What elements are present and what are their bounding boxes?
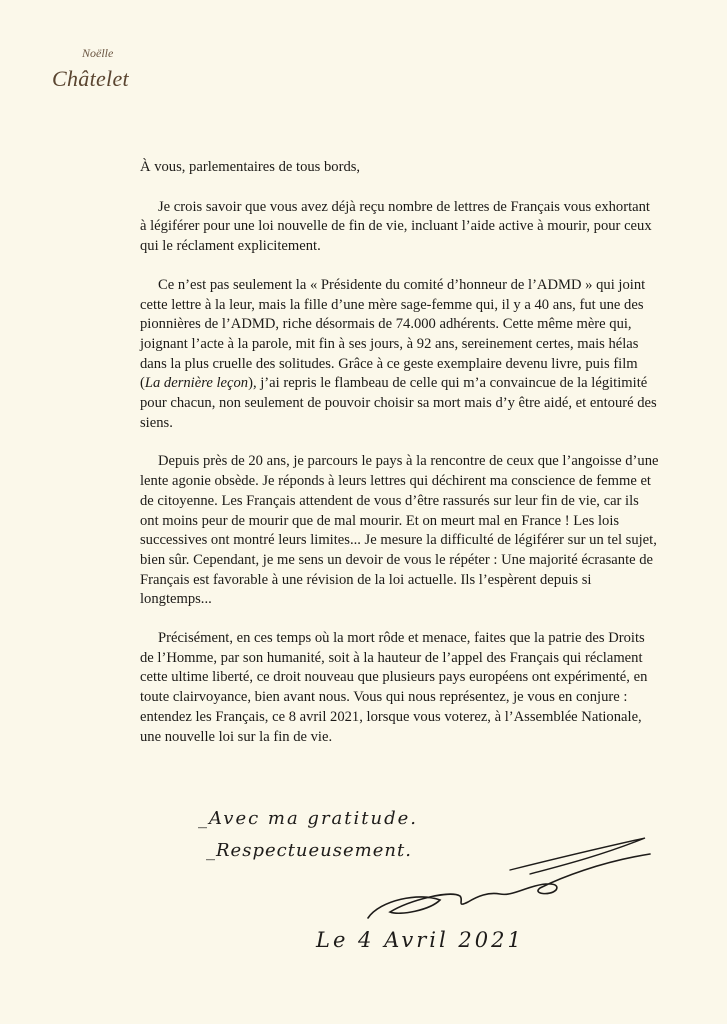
closing-gratitude: _Avec ma gratitude. (198, 808, 418, 829)
paragraph-1-text: Je crois savoir que vous avez déjà reçu nombre de lettres de Français vous exhortant à légiférer pour une loi nouvelle de fin de vie, incluant l’aide active à mourir, pour ceux qui le réclament explicitement. (140, 198, 652, 255)
closing-respectfully: _Respectueusement. (206, 840, 412, 861)
paragraph-2 (140, 276, 660, 434)
letter-date: Le 4 Avril 2021 (316, 928, 524, 952)
letterhead-first-name: Noëlle (82, 46, 114, 60)
letterhead-last-name: Châtelet (52, 66, 129, 91)
letter-body (140, 158, 660, 766)
paragraph-1 (140, 198, 660, 257)
paragraph-4-text: Précisément, en ces temps où la mort rôde et menace, faites que la patrie des Droits de l’Homme, par son humanité, soit à la hauteur de l’appel des Français qui réclament cette ultime liberté, ce droit nouveau que plusieurs pays européens ont expérimenté, en toute clairvoyance, bien avant nous. Vous qui nous représentez, je vous en conjure : entendez les Français, ce 8 avril 2021, lorsque vous voterez, à l’Assemblée Nationale, une nouvelle loi sur la fin de vie. (140, 630, 648, 745)
paragraph-4 (140, 629, 660, 747)
salutation: À vous, parlementaires de tous bords, (140, 159, 361, 175)
paragraph-3 (140, 452, 660, 610)
paragraph-2-text: Ce n’est pas seulement la « Présidente du comité d’honneur de l’ADMD » qui joint cette lettre à la leur, mais la fille d’une mère sage-femme qui, il y a 40 ans, fut une des pionnières de l’ADMD, riche désormais de 74.000 adhérents. Cette même mère qui, joignant l’acte à la parole, mit fin à ses jours, à 92 ans, sereinement certes, mais hélas dans la plus cruelle des solitudes. Grâce à ce geste exemplaire devenu livre, puis film (La dernière leçon), j’ai repris le flambeau de celle qui m’a convaincue de la légitimité pour chacun, non seulement de pouvoir choisir sa mort mais d’y être aidé, et entouré des siens. (140, 276, 657, 431)
handwritten-signature (360, 830, 660, 930)
paragraph-3-text: Depuis près de 20 ans, je parcours le pays à la rencontre de ceux que l’angoisse d’une lente agonie obsède. Je réponds à leurs lettres qui déchirent ma conscience de femme et de citoyenne. Les Français attendent de vous d’être rassurés sur leur fin de vie, car ils ont moins peur de mourir que de mal mourir. Et on meurt mal en France ! Les lois successives ont montré leurs limites... Je mesure la difficulté de légiférer sur un tel sujet, bien sûr. Cependant, je me sens un devoir de vous le répéter : Une majorité écrasante de Français est favorable à une révision de la loi actuelle. Ils l’espèrent depuis si longtemps... (140, 453, 659, 608)
